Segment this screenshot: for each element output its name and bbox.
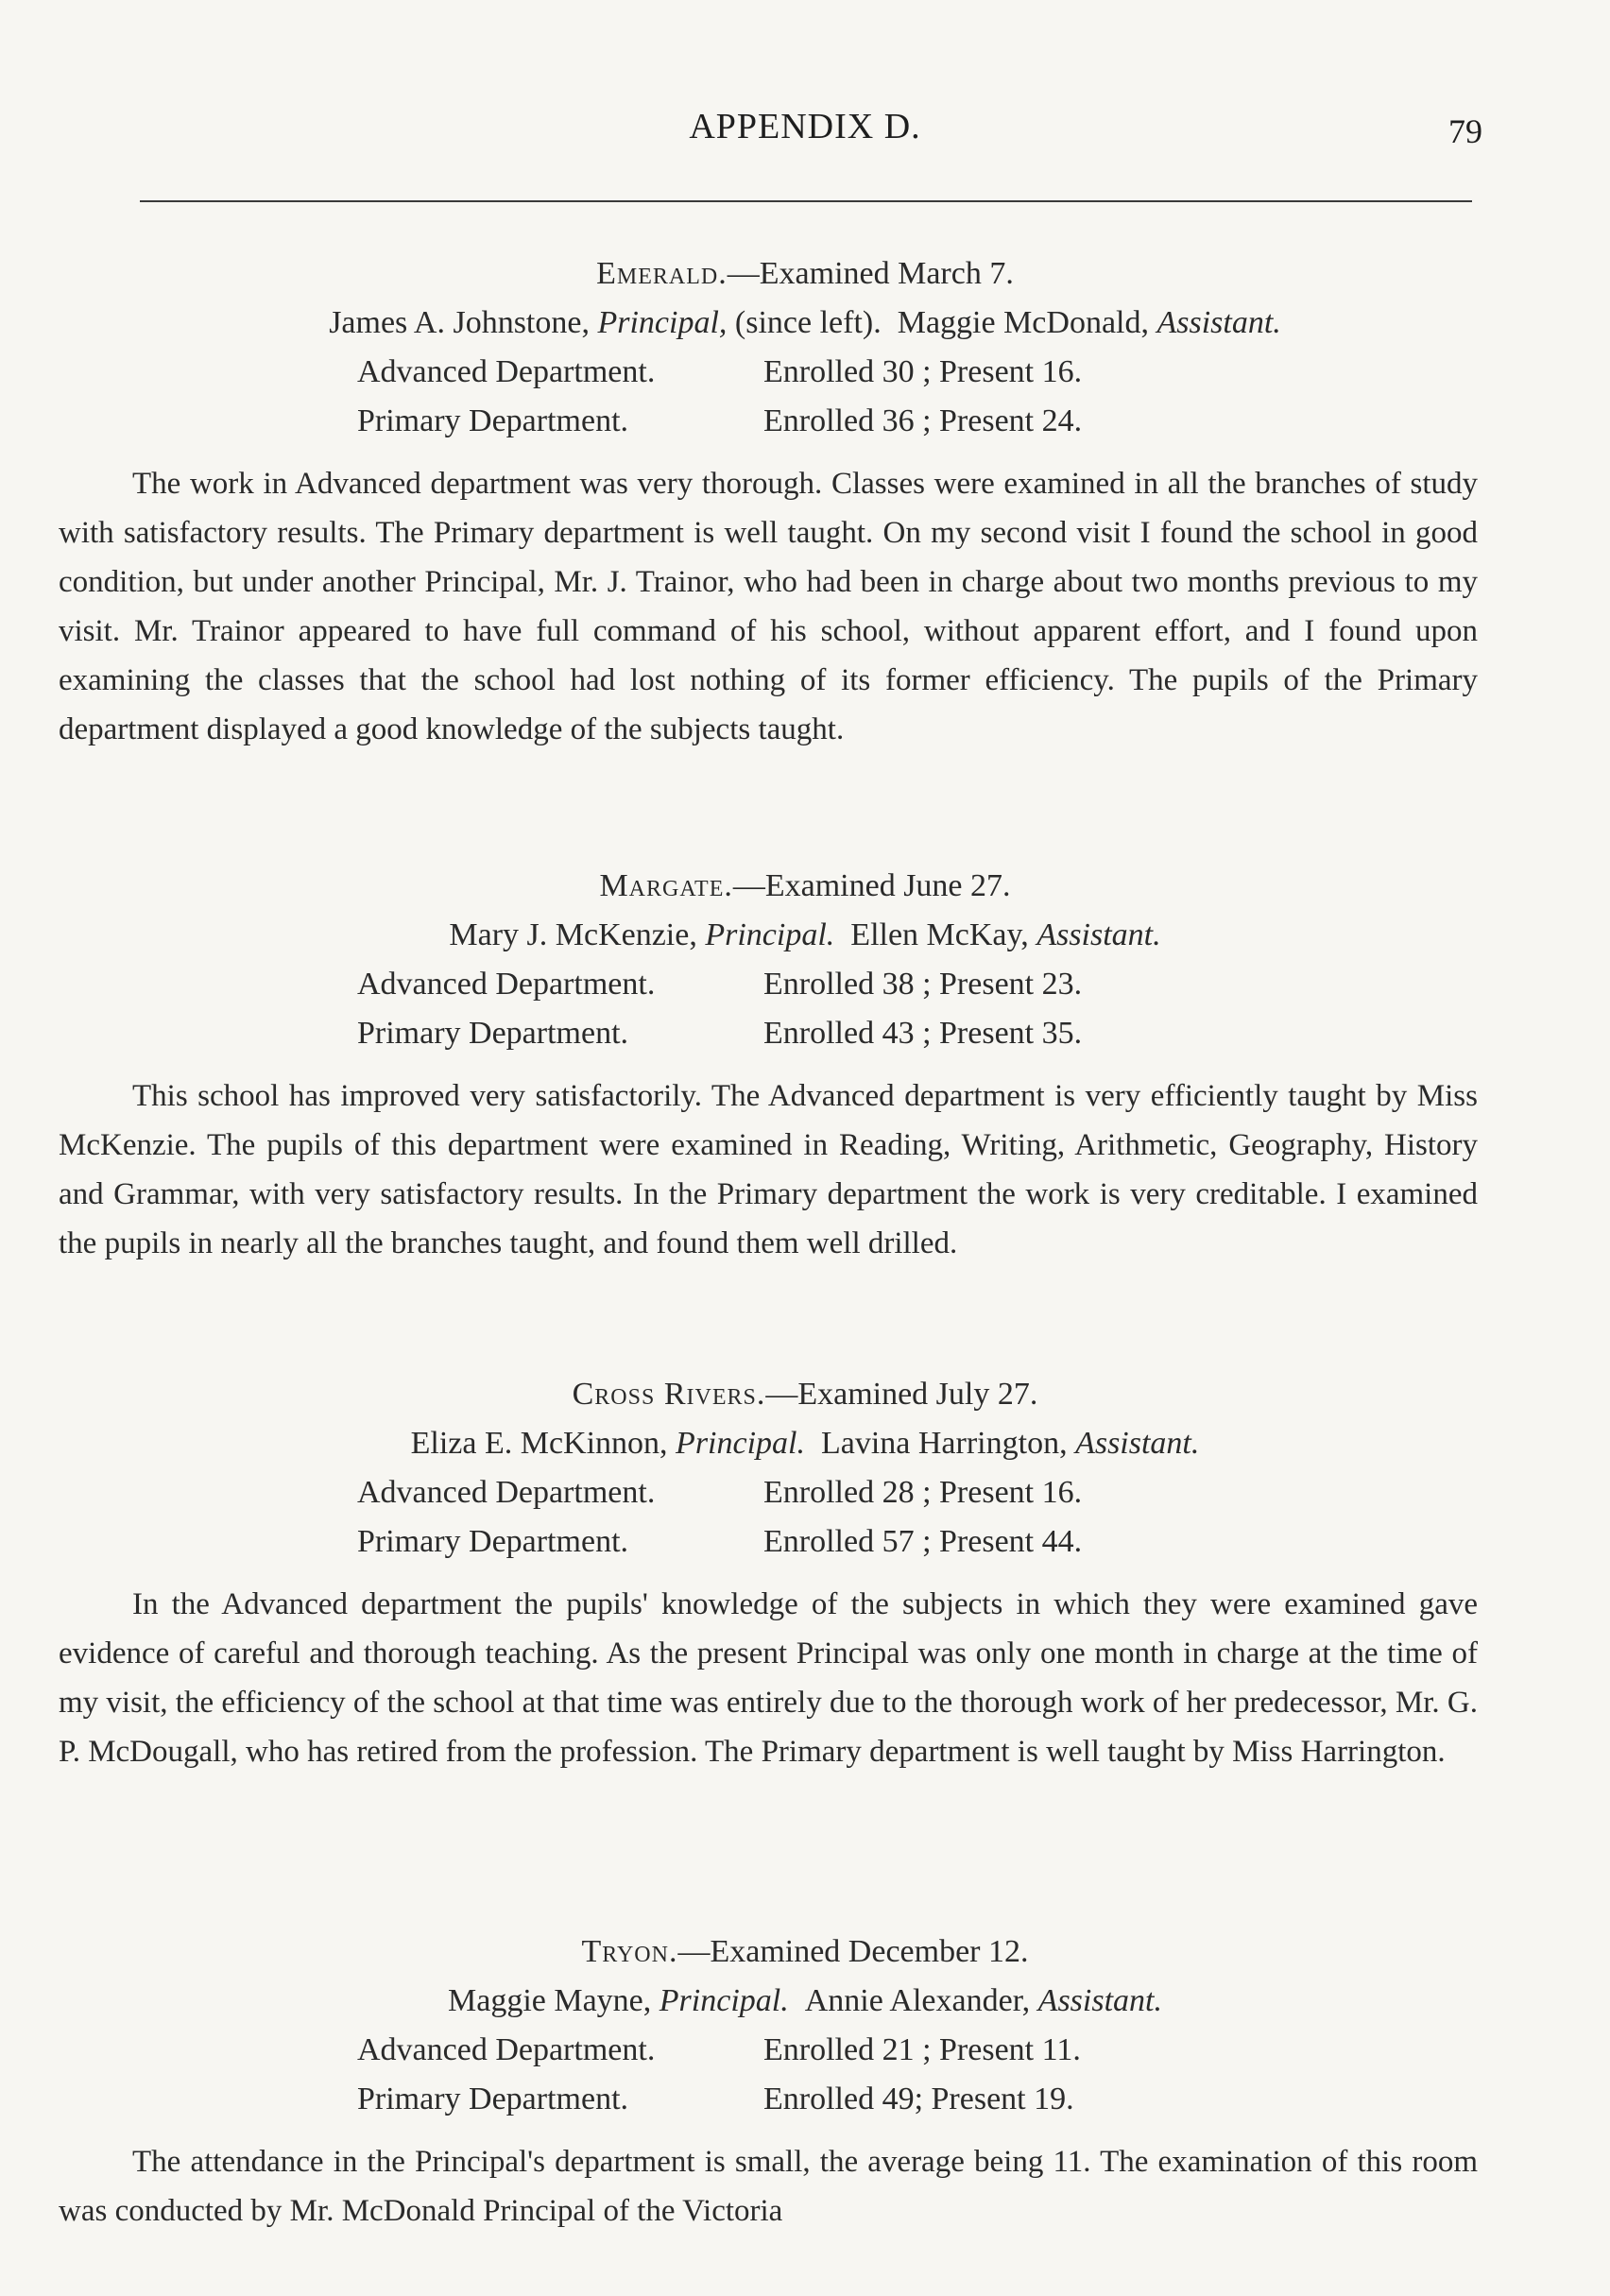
department-label: Advanced Department.	[357, 2032, 656, 2067]
running-head: APPENDIX D.	[689, 107, 921, 146]
principal-name: James A. Johnstone,	[329, 305, 590, 340]
staff-line	[0, 1419, 1610, 1468]
report-paragraph: The work in Advanced department was very thorough. Classes were examined in all the branches of study with satisfactory results. The Primary department is well taught. On my second visit I found the school in good condition, but under another Principal, Mr. J. Trainor, who had been in charge about two months previous to my visit. Mr. Trainor appeared to have full command of his school, without apparent effort, and I found upon examining the classes that the school had lost nothing of its former efficiency. The pupils of the Primary department displayed a good knowledge of the subjects taught.	[59, 467, 1478, 746]
assistant-role: Assistant.	[1037, 1983, 1162, 2018]
advanced-department-row	[0, 348, 1610, 397]
school-section-cross-rivers	[0, 1370, 1610, 1776]
examined-date: —Examined December 12.	[677, 1934, 1029, 1969]
page-number: 79	[1448, 112, 1482, 150]
advanced-department-row	[0, 1468, 1610, 1517]
section-title	[0, 1928, 1610, 1977]
assistant-name: Lavina Harrington,	[820, 1426, 1068, 1461]
department-stats: Enrolled 30 ; Present 16.	[763, 354, 1083, 389]
department-label: Primary Department.	[357, 1016, 629, 1051]
school-name: Emerald.	[596, 256, 728, 291]
examined-date: —Examined March 7.	[727, 256, 1014, 291]
department-stats: Enrolled 57 ; Present 44.	[763, 1524, 1083, 1559]
staff-line	[0, 1977, 1610, 2026]
header-rule	[140, 200, 1472, 202]
department-label: Primary Department.	[357, 1524, 629, 1559]
department-label: Primary Department.	[357, 2082, 629, 2116]
department-stats: Enrolled 36 ; Present 24.	[763, 403, 1083, 438]
department-stats: Enrolled 28 ; Present 16.	[763, 1475, 1083, 1510]
principal-role: Principal.	[705, 917, 835, 952]
department-stats: Enrolled 21 ; Present 11.	[763, 2032, 1081, 2067]
department-label: Primary Department.	[357, 403, 629, 438]
advanced-department-row	[0, 2026, 1610, 2075]
report-paragraph: The attendance in the Principal's department is small, the average being 11. The examination of this room was conducted by Mr. McDonald Principal of the Victoria	[59, 2145, 1478, 2228]
school-name: Tryon.	[581, 1934, 678, 1969]
primary-department-row	[0, 1009, 1610, 1058]
principal-note: (since left).	[734, 305, 882, 340]
assistant-role: Assistant.	[1156, 305, 1281, 340]
department-label: Advanced Department.	[357, 967, 656, 1002]
principal-role: Principal.	[659, 1983, 789, 2018]
department-stats: Enrolled 43 ; Present 35.	[763, 1016, 1083, 1051]
assistant-role: Assistant.	[1075, 1426, 1200, 1461]
assistant-name: Ellen McKay,	[850, 917, 1029, 952]
examined-date: —Examined June 27.	[732, 868, 1011, 903]
report-paragraph: In the Advanced department the pupils' knowledge of the subjects in which they were examined gave evidence of careful and thorough teaching. As the present Principal was only one month in charge at the time of my visit, the efficiency of the school at that time was entirely due to the thorough work of her predecessor, Mr. G. P. McDougall, who has retired from the profession. The Primary department is well taught by Miss Harrington.	[59, 1587, 1478, 1769]
primary-department-row	[0, 397, 1610, 446]
assistant-name: Annie Alexander,	[804, 1983, 1031, 2018]
section-title	[0, 1370, 1610, 1419]
section-title	[0, 249, 1610, 299]
principal-name: Eliza E. McKinnon,	[410, 1426, 668, 1461]
advanced-department-row	[0, 960, 1610, 1009]
school-name: Cross Rivers.	[572, 1377, 766, 1412]
school-name: Margate.	[599, 868, 733, 903]
department-stats: Enrolled 38 ; Present 23.	[763, 967, 1083, 1002]
principal-name: Mary J. McKenzie,	[449, 917, 697, 952]
assistant-role: Assistant.	[1036, 917, 1161, 952]
section-title	[0, 862, 1610, 911]
report-paragraph: This school has improved very satisfactorily. The Advanced department is very efficiently taught by Miss McKenzie. The pupils of this department were examined in Reading, Writing, Arithmetic, Geography, History and Grammar, with very satisfactory results. In the Primary department the work is very creditable. I examined the pupils in nearly all the branches taught, and found them well drilled.	[59, 1079, 1478, 1260]
school-section-margate	[0, 862, 1610, 1268]
staff-line	[0, 299, 1610, 348]
department-label: Advanced Department.	[357, 354, 656, 389]
school-section-tryon	[0, 1928, 1610, 2236]
principal-role: Principal,	[597, 305, 728, 340]
school-section-emerald	[0, 249, 1610, 754]
examined-date: —Examined July 27.	[765, 1377, 1038, 1412]
staff-line	[0, 911, 1610, 960]
department-label: Advanced Department.	[357, 1475, 656, 1510]
department-stats: Enrolled 49; Present 19.	[763, 2082, 1074, 2116]
primary-department-row	[0, 2075, 1610, 2124]
principal-name: Maggie Mayne,	[448, 1983, 652, 2018]
assistant-name: Maggie McDonald,	[897, 305, 1149, 340]
primary-department-row	[0, 1517, 1610, 1567]
principal-role: Principal.	[676, 1426, 805, 1461]
